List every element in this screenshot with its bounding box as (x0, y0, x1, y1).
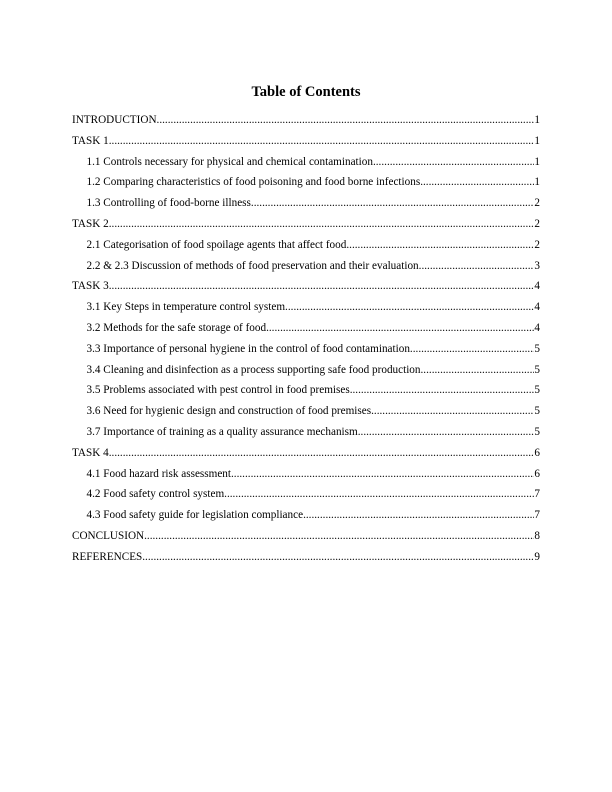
toc-list (72, 110, 540, 568)
toc-entry[interactable] (72, 256, 540, 277)
toc-dot-leader (109, 443, 535, 464)
toc-entry-page-number: 1 (534, 114, 540, 126)
toc-entry-page-number: 1 (534, 176, 540, 189)
toc-entry-page-number: 2 (534, 197, 540, 210)
toc-entry[interactable] (72, 380, 540, 401)
toc-entry-title: TASK 4 (72, 446, 109, 459)
toc-entry-page-number: 7 (534, 488, 540, 501)
toc-entry[interactable] (72, 110, 540, 131)
toc-dot-leader (109, 276, 535, 297)
toc-entry-page-number: 6 (534, 446, 540, 459)
toc-entry-page-number: 5 (534, 384, 540, 397)
toc-entry[interactable] (72, 152, 540, 173)
toc-dot-leader (421, 360, 535, 381)
toc-entry-page-number: 4 (534, 321, 540, 334)
toc-entry[interactable] (72, 318, 540, 339)
toc-dot-leader (157, 110, 535, 131)
toc-dot-leader (303, 505, 534, 526)
toc-dot-leader (373, 152, 534, 173)
toc-entry-page-number: 5 (534, 425, 540, 438)
toc-entry[interactable] (72, 401, 540, 422)
toc-entry[interactable] (72, 360, 540, 381)
toc-entry[interactable] (72, 297, 540, 318)
toc-entry[interactable] (72, 172, 540, 193)
toc-entry-title: TASK 2 (72, 217, 109, 230)
toc-entry[interactable] (72, 214, 540, 235)
toc-entry-title: 4.1 Food hazard risk assessment (86, 467, 231, 480)
toc-dot-leader (231, 464, 534, 485)
toc-entry-title: 3.6 Need for hygienic design and construction of food premises (86, 405, 372, 418)
toc-entry-page-number: 7 (534, 509, 540, 522)
toc-entry-title: 3.5 Problems associated with pest control in food premises (86, 384, 350, 397)
toc-entry-title: 3.4 Cleaning and disinfection as a process supporting safe food production (86, 363, 421, 376)
toc-entry-title: 2.1 Categorisation of food spoilage agents that affect food (86, 238, 347, 251)
toc-entry[interactable] (72, 484, 540, 505)
toc-entry[interactable] (72, 276, 540, 297)
toc-entry[interactable] (72, 547, 540, 568)
toc-entry-page-number: 9 (534, 550, 540, 563)
toc-dot-leader (285, 297, 534, 318)
toc-entry-title: TASK 3 (72, 280, 109, 293)
toc-entry-page-number: 5 (534, 363, 540, 376)
toc-dot-leader (410, 339, 534, 360)
toc-dot-leader (266, 318, 534, 339)
toc-entry-page-number: 1 (534, 155, 540, 168)
toc-entry-title: 3.1 Key Steps in temperature control system (86, 301, 286, 314)
toc-entry-title: TASK 1 (72, 134, 109, 147)
toc-entry-title: 3.7 Importance of training as a quality assurance mechanism (86, 425, 358, 438)
toc-entry-title: 4.2 Food safety control system (86, 488, 225, 501)
toc-dot-leader (350, 380, 535, 401)
toc-entry[interactable] (72, 235, 540, 256)
toc-title: Table of Contents (251, 84, 361, 100)
toc-dot-leader (420, 172, 534, 193)
toc-dot-leader (109, 131, 535, 152)
toc-entry-page-number: 2 (534, 217, 540, 230)
toc-entry[interactable] (72, 339, 540, 360)
toc-entry[interactable] (72, 422, 540, 443)
toc-dot-leader (144, 526, 534, 547)
toc-entry-title: 4.3 Food safety guide for legislation compliance (86, 509, 304, 522)
toc-entry-page-number: 6 (534, 467, 540, 480)
toc-entry-title: 1.2 Comparing characteristics of food poisoning and food borne infections (86, 176, 421, 189)
toc-entry-page-number: 2 (534, 238, 540, 251)
toc-entry-title: REFERENCES (72, 550, 143, 563)
toc-entry[interactable] (72, 464, 540, 485)
toc-entry-page-number: 1 (534, 134, 540, 147)
toc-dot-leader (419, 256, 535, 277)
toc-entry[interactable] (72, 193, 540, 214)
toc-entry-title: 1.3 Controlling of food-borne illness (86, 197, 251, 210)
toc-dot-leader (358, 422, 535, 443)
toc-dot-leader (346, 235, 534, 256)
toc-entry-title: 2.2 & 2.3 Discussion of methods of food preservation and their evaluation (86, 259, 419, 272)
toc-entry-title: CONCLUSION (72, 529, 145, 542)
toc-entry-title: 3.3 Importance of personal hygiene in the control of food contamination (86, 342, 410, 355)
toc-entry-page-number: 4 (534, 280, 540, 293)
toc-entry[interactable] (72, 131, 540, 152)
toc-entry-page-number: 5 (534, 405, 540, 418)
toc-entry-page-number: 3 (534, 259, 540, 272)
toc-entry-page-number: 8 (534, 529, 540, 542)
toc-entry-title: INTRODUCTION (72, 114, 157, 126)
toc-entry-title: 1.1 Controls necessary for physical and chemical contamination (86, 155, 373, 168)
toc-entry[interactable] (72, 443, 540, 464)
toc-entry-page-number: 5 (534, 342, 540, 355)
toc-dot-leader (109, 214, 535, 235)
toc-dot-leader (224, 484, 534, 505)
toc-entry[interactable] (72, 505, 540, 526)
toc-dot-leader (251, 193, 535, 214)
toc-entry-title: 3.2 Methods for the safe storage of food (86, 321, 267, 334)
toc-entry-page-number: 4 (534, 301, 540, 314)
toc-dot-leader (371, 401, 534, 422)
toc-dot-leader (142, 547, 534, 568)
toc-entry[interactable] (72, 526, 540, 547)
